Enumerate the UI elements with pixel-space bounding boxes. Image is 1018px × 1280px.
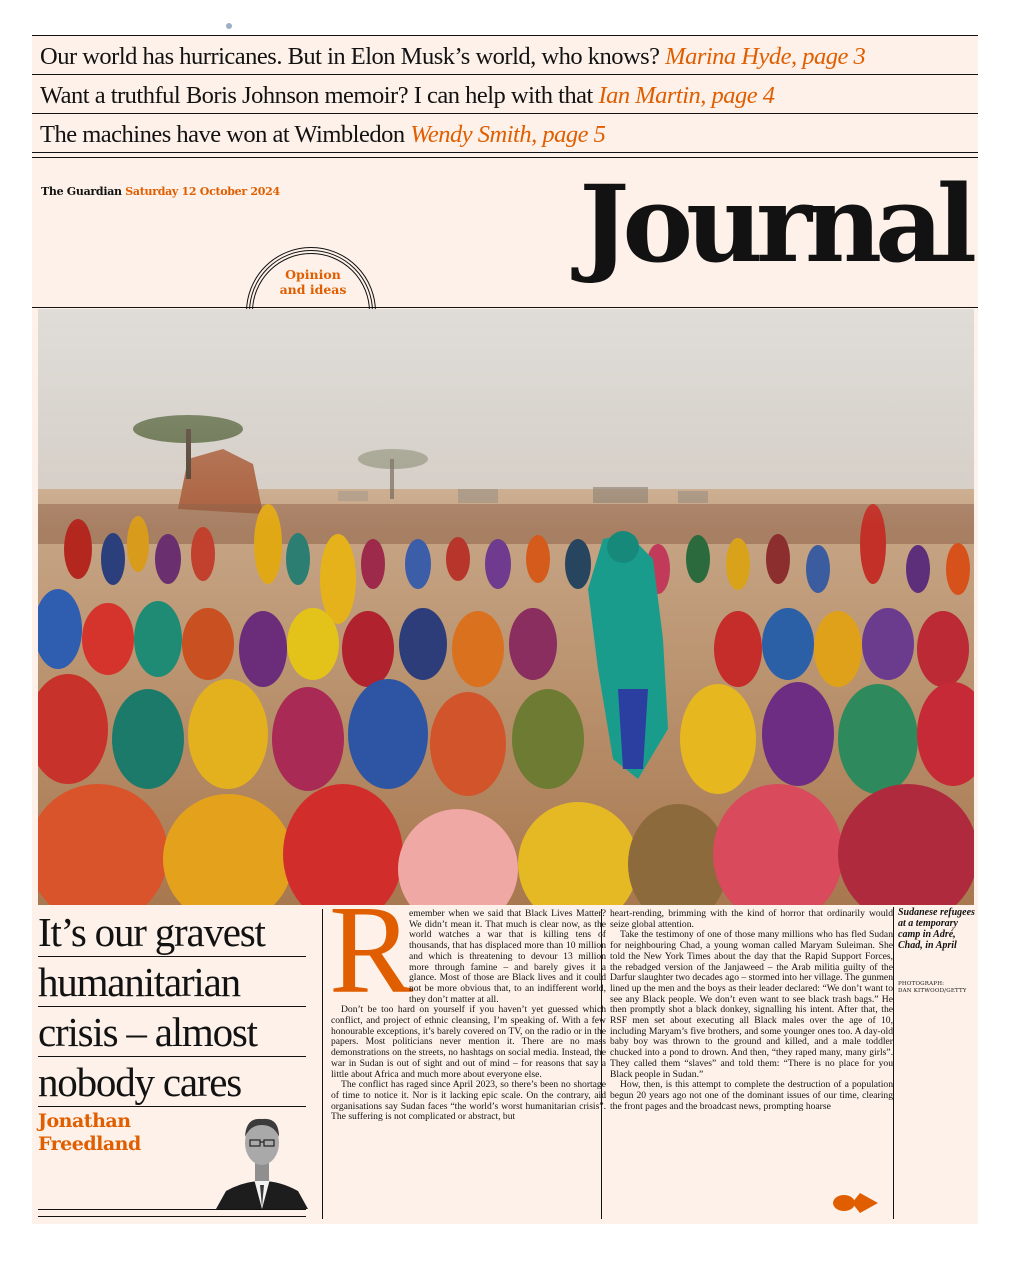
teaser-strip xyxy=(32,35,978,158)
column-rule xyxy=(893,907,894,1219)
author-byline[interactable]: Jonathan Freedland xyxy=(38,1110,141,1155)
body-column-1 xyxy=(322,909,606,1219)
headline-line: nobody cares xyxy=(38,1057,306,1107)
teaser-item[interactable] xyxy=(32,74,978,114)
badge-line-2: and ideas xyxy=(279,282,347,297)
lead-photo xyxy=(38,309,974,905)
body-paragraph: How, then, is this attempt to complete the destruction of a population begun 20 years ago not one of the dominant issues of our time, clearing the front pages and the broadcast news, prompting hoarse xyxy=(610,1079,893,1112)
opinion-badge xyxy=(246,247,380,315)
brand-line xyxy=(41,185,280,198)
journal-front-page xyxy=(32,35,978,1224)
issue-date: Saturday 12 October 2024 xyxy=(125,185,280,198)
headline-line: humanitarian xyxy=(38,957,306,1007)
body-paragraph: Take the testimony of one of those many millions who has fled Sudan for neighbouring Chad, a young woman called Maryam Suleiman. She told the New York Times about the day that the Rapid Support Forces, the rebadged version of the Janjaweed – the Arab militia guilty of the Darfur slaughter two decades ago – stormed into her village. The gunmen lined up the men and the boys as their leader declared: “We don’t want to see any Black people. We don’t even want to see black trash bags.” He then promptly shot a black donkey, signalling his intent. After that, the RSF men set about executing all Black males over the age of 10, including Maryam’s five brothers, and some younger ones too. A day-old baby boy was thrown to the ground and killed, and a male toddler chucked into a pond to drown. And then, “they raped many, many girls”. They called them “slaves” and told them: “There is no place for you Black people in Sudan.” xyxy=(610,929,893,1080)
continue-arrow-icon[interactable] xyxy=(830,1189,880,1217)
headline-line: It’s our gravest xyxy=(38,907,306,957)
headline xyxy=(38,907,306,1107)
drop-cap: R xyxy=(329,909,414,1020)
badge-line-1: Opinion xyxy=(285,267,341,282)
double-rule xyxy=(38,1209,306,1217)
teaser-byline: Marina Hyde, page 3 xyxy=(665,43,866,70)
teaser-item[interactable] xyxy=(32,35,978,75)
lead-article xyxy=(32,907,978,1224)
body-paragraph: Don’t be too hard on yourself if you haven’t yet guessed which conflict, and project of ethnic cleansing, I’m speaking of. With a few honourable exceptions, it’s barely covered on TV, on the radio or in the papers. Most politicians never mention it. There are no mass demonstrations on the streets, no hashtags on social media. Instead, the war in Sudan is out of sight and out of mind – for reasons that say a little about Africa and much more about everyone else. xyxy=(331,1004,606,1080)
teaser-text: Our world has hurricanes. But in Elon Musk’s world, who knows? xyxy=(40,43,660,70)
body-column-2 xyxy=(601,909,893,1219)
teaser-byline: Ian Martin, page 4 xyxy=(598,82,775,109)
double-rule xyxy=(32,152,978,158)
teaser-text: The machines have won at Wimbledon xyxy=(40,121,405,148)
author-portrait xyxy=(216,1109,308,1209)
section-title: Journal xyxy=(579,161,970,286)
body-paragraph: heart-rending, brimming with the kind of horror that ordinarily would seize global attention. xyxy=(610,909,893,930)
photo-credit: PHOTOGRAPH: DAN KITWOOD/GETTY xyxy=(898,981,967,994)
decorative-dot xyxy=(226,23,232,29)
teaser-text: Want a truthful Boris Johnson memoir? I can help with that xyxy=(40,82,593,109)
teaser-item[interactable] xyxy=(32,113,978,153)
body-paragraph: The conflict has raged since April 2023, so there’s been no shortage of time to notice it. Nor is it lacking epic scale. On the contrary, aid organisations say Sudan faces “the world’s worst humanitarian crisis”. The suffering is not complicated or abstract, but xyxy=(331,1079,606,1123)
masthead xyxy=(32,161,978,308)
teaser-byline: Wendy Smith, page 5 xyxy=(410,121,606,148)
body-paragraph: emember when we said that Black Lives Matter? We didn’t mean it. That much is clear now, as the world watches a war that is killing tens of thousands, that has displaced more than 10 million and which is threatening to devour 13 million more through famine – and barely gives it a glance. Most of those are Black lives and it could not be more obvious that, to an indifferent world, they don’t matter at all. xyxy=(409,909,606,1005)
photo-caption: Sudanese refugees at a temporary camp in Adré, Chad, in April xyxy=(898,907,975,951)
paper-name: The Guardian xyxy=(41,185,122,198)
headline-line: crisis – almost xyxy=(38,1007,306,1057)
